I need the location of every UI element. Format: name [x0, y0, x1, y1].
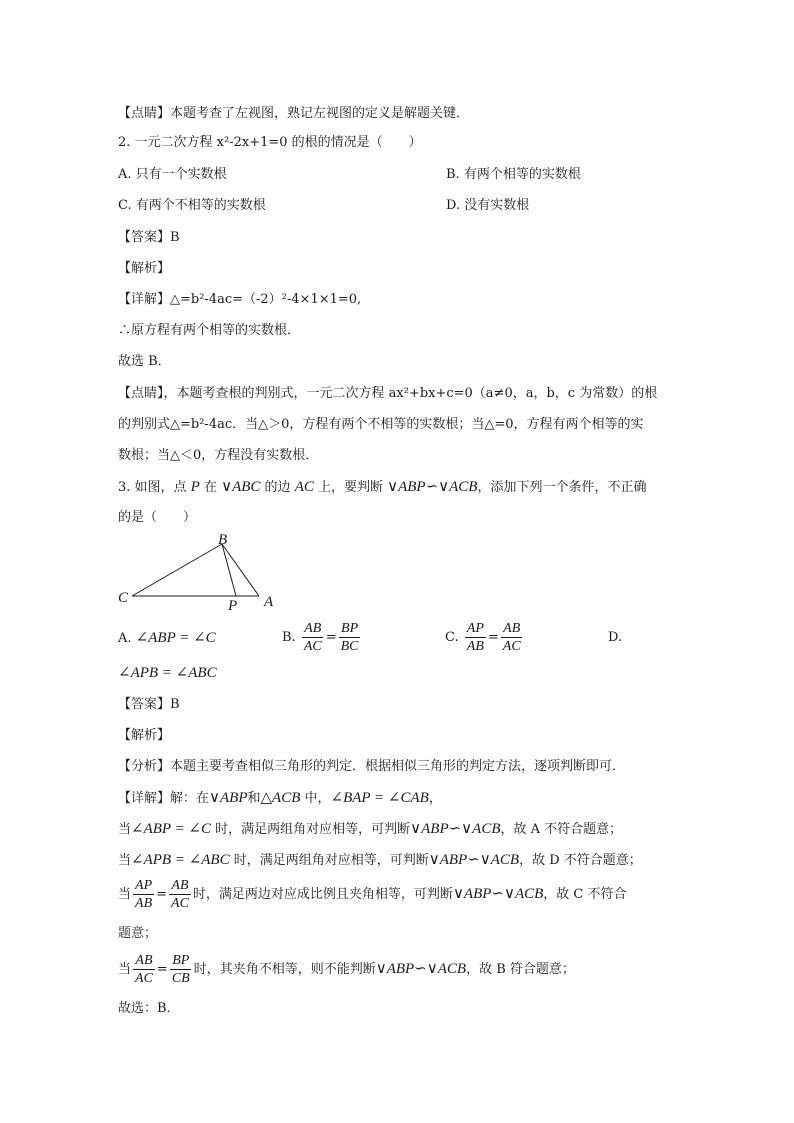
denominator: BC [340, 639, 359, 654]
fraction-ap-ab [465, 620, 486, 655]
q2-option-a: A. 只有一个实数根 [118, 167, 227, 182]
text: 时，其夹角不相等，则不能判断 [193, 962, 376, 977]
text: ， [428, 791, 442, 806]
numerator: AP [466, 621, 484, 636]
q3-fenxi: 【分析】本题主要考查相似三角形的判定．根据相似三角形的判定方法，逐项判断即可． [118, 759, 626, 774]
q3-text: 的边 [260, 480, 295, 495]
fraction [169, 877, 191, 912]
option-label: B. [282, 630, 296, 645]
q3-text: 上，要判断 [313, 480, 388, 495]
text: 当 [118, 853, 132, 868]
math: ∨ABP [209, 790, 248, 806]
q3-text: 3. 如图，点 [118, 480, 191, 495]
numerator: AB [171, 878, 189, 893]
q3-reason-a [118, 820, 622, 839]
math: ∨ABP∽∨ACB [452, 886, 544, 902]
q3-answer: 【答案】B [118, 697, 180, 712]
fraction [133, 877, 154, 912]
denominator: AC [303, 639, 322, 654]
segment-cb [132, 544, 222, 596]
question-2: 2. 一元二次方程 x²-2x+1=0 的根的情况是（ ） [118, 135, 422, 150]
numerator: BP [172, 953, 190, 968]
q2-option-b: B. 有两个相等的实数根 [446, 167, 581, 182]
denominator: AC [135, 971, 153, 986]
text: 时，满足两组角对应相等，可判断 [211, 822, 411, 837]
denominator: AB [135, 896, 153, 911]
math-p: P [190, 479, 200, 495]
numerator: AP [135, 878, 153, 893]
text: 时，满足两组角对应相等，可判断 [229, 853, 429, 868]
label-p: P [228, 598, 238, 612]
text: 中， [300, 791, 331, 806]
option-label: C. [445, 630, 459, 645]
math-similarity: ∨ABP∽∨ACB [387, 479, 478, 495]
math: ∠APB = ∠ABC [131, 852, 230, 868]
denominator: CB [171, 971, 190, 986]
math-ac: AC [294, 479, 314, 495]
q3-reason-d [118, 851, 642, 870]
option-d-expr: ∠APB = ∠ABC [118, 665, 217, 681]
q2-answer: 【答案】B [118, 230, 180, 245]
q3-final: 故选：B． [118, 1001, 180, 1016]
numerator: AB [135, 953, 153, 968]
q2-analysis-heading: 【解析】 [118, 261, 171, 276]
text: 【详解】解：在 [118, 791, 210, 806]
fraction [170, 952, 192, 987]
fraction-ab-ac [501, 620, 523, 655]
q3-option-c: C. $\frac{AP}{AB}$ = $\frac{AB}{AC}$ [445, 621, 521, 654]
q3-analysis-heading: 【解析】 [118, 728, 171, 743]
q3-option-b: B. $\frac{AB}{AC}$ = $\frac{BP}{BC}$ [282, 621, 359, 654]
fraction-bp-bc [339, 620, 361, 655]
q3-option-d-label: D. [608, 630, 623, 645]
q3-reason-b: 当 $\frac{AB}{AC}$ = $\frac{BP}{CB}$ 时，其夹角不相等，则不能判断∨ABP∽∨ACB，故 B 符合题意； [118, 953, 575, 986]
segment-bp [222, 544, 236, 596]
question-3-line-2: 的是（ ） [118, 510, 197, 525]
prev-dianjing: 【点睛】本题考查了左视图，熟记左视图的定义是解题关键． [118, 106, 470, 121]
text: ，故 D 不符合题意； [519, 853, 642, 868]
text: ，故 B 符合题意； [466, 962, 575, 977]
question-3-line-1 [118, 478, 647, 497]
math-triangle-abc: ∨ABC [221, 479, 261, 495]
q3-text: 在 [199, 480, 222, 495]
text: 当 [118, 822, 132, 837]
math: ∨ABP∽∨ACB [375, 961, 467, 977]
denominator: AB [466, 639, 484, 654]
q3-text: ，添加下列一个条件，不正确 [477, 480, 647, 495]
q2-detail: 【详解】△=b²-4ac=（-2）²-4×1×1=0, [118, 292, 362, 307]
triangle-figure [112, 532, 292, 612]
label-b: B [218, 532, 228, 548]
denominator: AC [502, 639, 521, 654]
math: ∨ABP∽∨ACB [410, 821, 501, 837]
q3-option-a [118, 629, 216, 648]
text: ，故 C 不符合 [543, 887, 627, 902]
q2-option-c: C. 有两个不相等的实数根 [118, 198, 266, 213]
fraction [133, 952, 155, 987]
q3-reason-c-cont: 题意； [118, 926, 158, 941]
q2-conclusion: ∴原方程有两个相等的实数根． [118, 323, 301, 338]
q2-option-d: D. 没有实数根 [446, 198, 530, 213]
numerator: AB [503, 621, 521, 636]
math: ∨ABP∽∨ACB [428, 852, 520, 868]
text: 和 [247, 791, 261, 806]
q2-selection: 故选 B． [118, 354, 171, 369]
label-c: C [118, 590, 129, 606]
q2-dianjing-3: 数根；当△＜0，方程没有实数根． [118, 448, 319, 463]
math: ∠BAP = ∠CAB [330, 790, 429, 806]
numerator: BP [341, 621, 359, 636]
math: △ACB [260, 790, 301, 806]
option-label: A. [118, 631, 132, 646]
q3-detail [118, 789, 442, 808]
q3-option-d [118, 664, 217, 683]
text: 当 [118, 887, 132, 902]
math: ∠ABP = ∠C [131, 821, 211, 837]
q3-reason-c: 当 $\frac{AP}{AB}$ = $\frac{AB}{AC}$ 时，满足两边对应成比例且夹角相等，可判断∨ABP∽∨ACB，故 C 不符合 [118, 878, 627, 911]
text: ，故 A 不符合题意； [500, 822, 623, 837]
label-a: A [264, 594, 274, 610]
text: 当 [118, 962, 132, 977]
q2-dianjing-2: 的判别式△=b²-4ac．当△＞0，方程有两个不相等的实数根；当△=0，方程有两个相等的实 [118, 417, 644, 432]
segment-ba [222, 544, 259, 596]
q2-dianjing-1: 【点睛】，本题考查根的判别式，一元二次方程 ax²+bx+c=0（a≠0，a，b，c 为常数）的根 [118, 386, 658, 401]
text: 时，满足两边对应成比例且夹角相等，可判断 [192, 887, 453, 902]
fraction-ab-ac [302, 620, 324, 655]
option-a-expr: ∠ABP = ∠C [135, 630, 216, 646]
numerator: AB [304, 621, 322, 636]
denominator: AC [171, 896, 189, 911]
